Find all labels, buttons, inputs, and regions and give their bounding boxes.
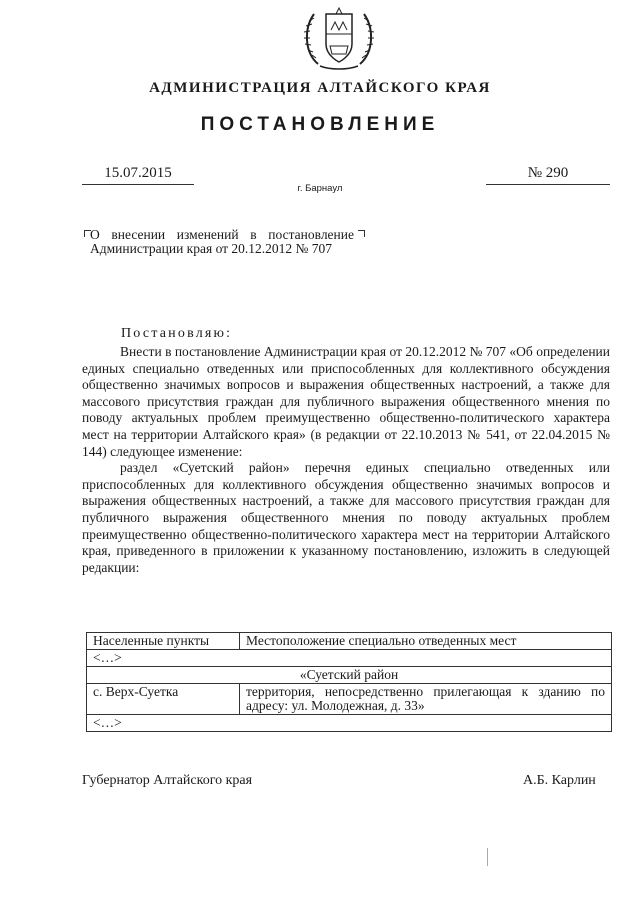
places-table — [86, 632, 612, 732]
table-header-settlements: Населенные пункты — [87, 633, 240, 650]
table-section-title: «Суетский район — [87, 667, 612, 684]
document-body — [82, 344, 610, 576]
table-header-row — [87, 633, 612, 650]
table-cell-settlement: с. Верх-Суетка — [87, 684, 240, 715]
decree-word: Постановляю: — [121, 326, 233, 341]
table-cell-location: территория, непосредственно прилегающая к зданию по адресу: ул. Молодежная, д. 33» — [240, 684, 612, 715]
table-ellipsis-bottom: <…> — [87, 715, 612, 732]
document-date: 15.07.2015 — [82, 165, 194, 185]
document-type-title: ПОСТАНОВЛЕНИЕ — [200, 114, 440, 135]
table-header-location: Местоположение специально отведенных мест — [240, 633, 612, 650]
table-row — [87, 650, 612, 667]
table-row — [87, 667, 612, 684]
organization-title: АДМИНИСТРАЦИЯ АЛТАЙСКОГО КРАЯ — [149, 80, 491, 96]
body-paragraph-1: Внести в постановление Администрации края от 20.12.2012 № 707 «Об определении единых специально отведенных или приспособленных для коллективного обсуждения общественно значимых вопросов и выражения общественных настроений, а также для массового присутствия граждан для публичного выражения общественного мнения по поводу актуальных проблем преимущественно общественно-политического характера мест на территории Алтайского края» (в редакции от 22.10.2013 № 541, от 22.04.2015 № 144) следующее изменение: — [82, 344, 610, 459]
body-paragraph-2: раздел «Суетский район» перечня единых специально отведенных или приспособленных для коллективного обсуждения общественно значимых вопросов и выражения общественных настроений, а также для массового присутствия граждан для публичного выражения общественного мнения по поводу актуальных проблем преимущественно общественно-политического характера мест на территории Алтайского края, приведенного в приложении к указанному постановлению, изложить в следующей редакции: — [82, 460, 610, 575]
document-city: г. Барнаул — [297, 183, 343, 194]
table-row — [87, 715, 612, 732]
table-row — [87, 684, 612, 715]
coat-of-arms-emblem — [298, 4, 380, 76]
table-ellipsis-top: <…> — [87, 650, 612, 667]
signatory-name: А.Б. Карлин — [523, 773, 596, 788]
document-subject: О внесении изменений в постановление Администрации края от 20.12.2012 № 707 — [90, 227, 354, 256]
document-number: № 290 — [486, 165, 610, 185]
scan-mark — [487, 848, 488, 866]
signatory-position: Губернатор Алтайского края — [82, 773, 253, 788]
subject-corner-right — [358, 230, 365, 237]
